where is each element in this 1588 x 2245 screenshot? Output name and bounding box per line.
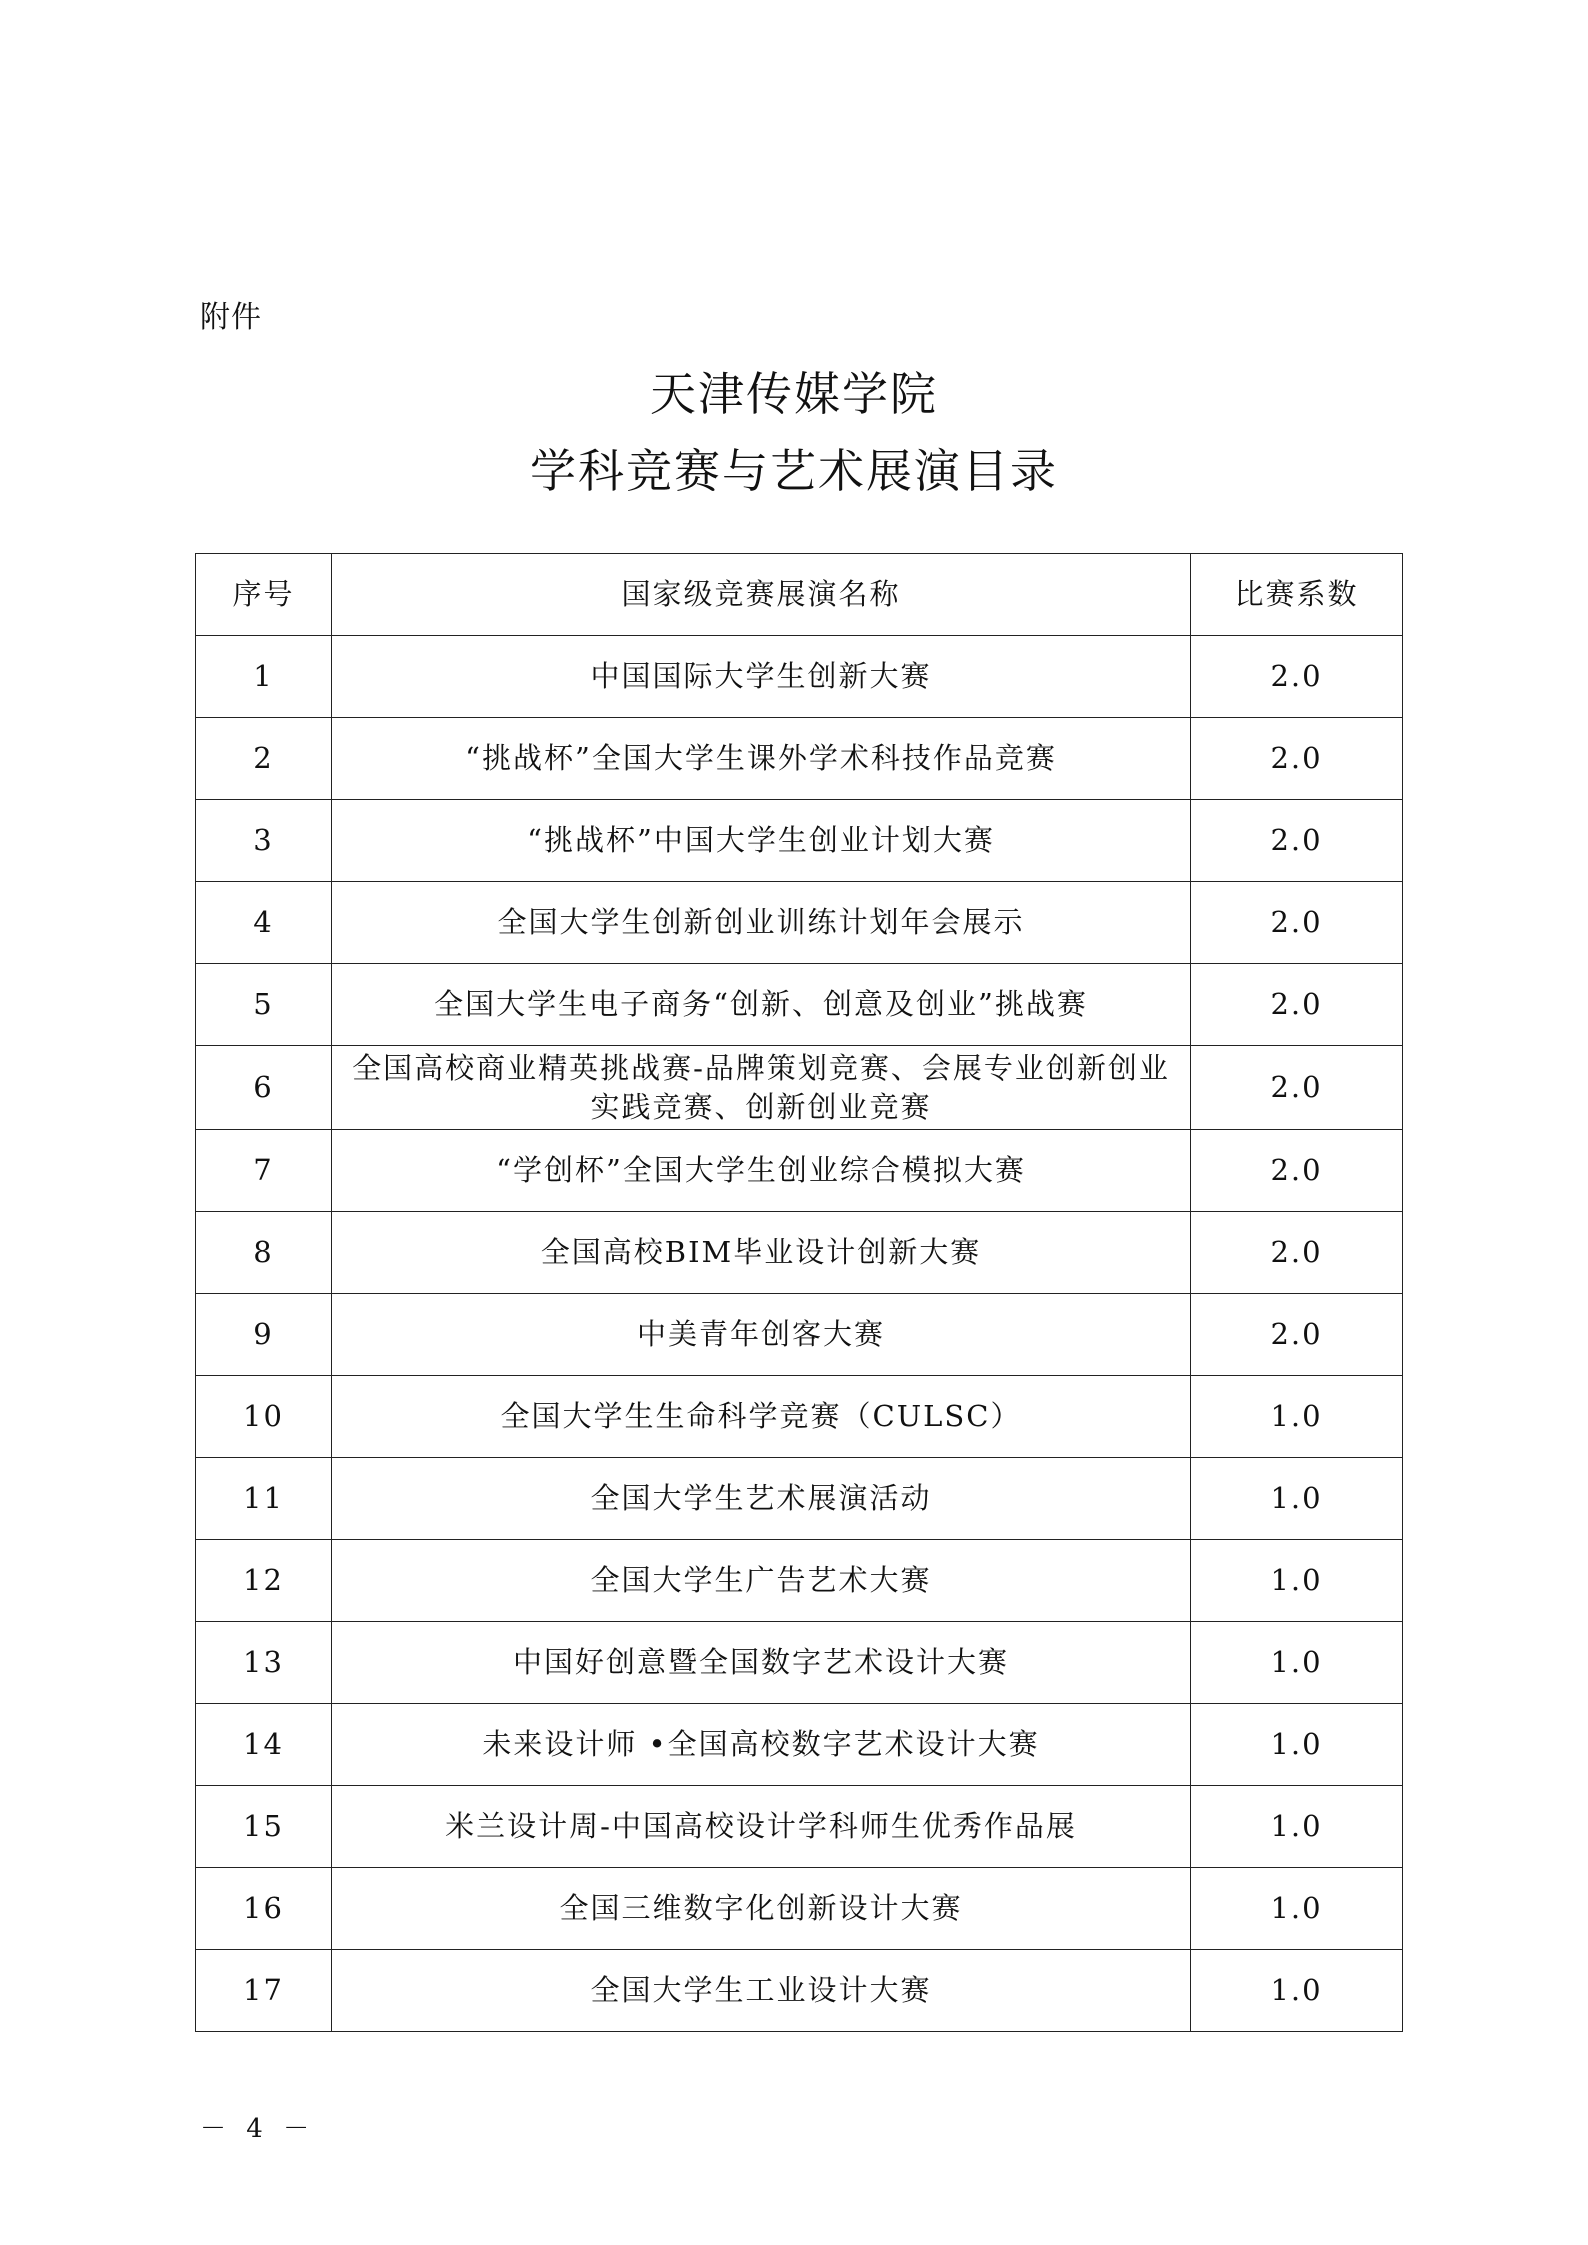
table-row bbox=[196, 1868, 1403, 1950]
table-row bbox=[196, 964, 1403, 1046]
row-number: 9 bbox=[196, 1294, 332, 1376]
row-number: 2 bbox=[196, 718, 332, 800]
table-body bbox=[196, 636, 1403, 2032]
competition-coefficient: 2.0 bbox=[1191, 882, 1403, 964]
competition-coefficient: 2.0 bbox=[1191, 636, 1403, 718]
column-header-coefficient: 比赛系数 bbox=[1191, 554, 1403, 636]
competition-name: 全国大学生生命科学竞赛（CULSC） bbox=[332, 1376, 1191, 1458]
row-number: 8 bbox=[196, 1212, 332, 1294]
competition-name: 中美青年创客大赛 bbox=[332, 1294, 1191, 1376]
row-number: 7 bbox=[196, 1130, 332, 1212]
competition-name: 未来设计师 •全国高校数字艺术设计大赛 bbox=[332, 1704, 1191, 1786]
competition-name: 全国高校商业精英挑战赛-品牌策划竞赛、会展专业创新创业实践竞赛、创新创业竞赛 bbox=[332, 1046, 1191, 1130]
competition-coefficient: 1.0 bbox=[1191, 1704, 1403, 1786]
competition-coefficient: 1.0 bbox=[1191, 1950, 1403, 2032]
competition-name: 全国大学生电子商务“创新、创意及创业”挑战赛 bbox=[332, 964, 1191, 1046]
competition-name: “挑战杯”全国大学生课外学术科技作品竞赛 bbox=[332, 718, 1191, 800]
table-row bbox=[196, 1294, 1403, 1376]
competition-coefficient: 1.0 bbox=[1191, 1868, 1403, 1950]
attachment-label: 附件 bbox=[200, 300, 262, 335]
table-row bbox=[196, 1786, 1403, 1868]
row-number: 5 bbox=[196, 964, 332, 1046]
row-number: 15 bbox=[196, 1786, 332, 1868]
row-number: 12 bbox=[196, 1540, 332, 1622]
page-number: － 4 － bbox=[200, 2114, 316, 2144]
table-row bbox=[196, 882, 1403, 964]
column-header-number: 序号 bbox=[196, 554, 332, 636]
competition-name: 全国大学生创新创业训练计划年会展示 bbox=[332, 882, 1191, 964]
table-row bbox=[196, 1130, 1403, 1212]
competition-name: 全国大学生艺术展演活动 bbox=[332, 1458, 1191, 1540]
competition-name: 全国三维数字化创新设计大赛 bbox=[332, 1868, 1191, 1950]
table-row bbox=[196, 1458, 1403, 1540]
row-number: 17 bbox=[196, 1950, 332, 2032]
competition-coefficient: 2.0 bbox=[1191, 1130, 1403, 1212]
document-title-line2: 学科竞赛与艺术展演目录 bbox=[530, 444, 1058, 498]
row-number: 14 bbox=[196, 1704, 332, 1786]
competition-name: 中国好创意暨全国数字艺术设计大赛 bbox=[332, 1622, 1191, 1704]
row-number: 11 bbox=[196, 1458, 332, 1540]
competition-name: 米兰设计周-中国高校设计学科师生优秀作品展 bbox=[332, 1786, 1191, 1868]
competition-coefficient: 1.0 bbox=[1191, 1786, 1403, 1868]
competition-name: 全国大学生广告艺术大赛 bbox=[332, 1540, 1191, 1622]
table-row bbox=[196, 718, 1403, 800]
table-row bbox=[196, 636, 1403, 718]
competition-name: 全国高校BIM毕业设计创新大赛 bbox=[332, 1212, 1191, 1294]
table-row bbox=[196, 1622, 1403, 1704]
competition-coefficient: 1.0 bbox=[1191, 1458, 1403, 1540]
table-header-row bbox=[196, 554, 1403, 636]
competition-coefficient: 1.0 bbox=[1191, 1540, 1403, 1622]
table-row bbox=[196, 800, 1403, 882]
competition-coefficient: 2.0 bbox=[1191, 800, 1403, 882]
row-number: 10 bbox=[196, 1376, 332, 1458]
row-number: 13 bbox=[196, 1622, 332, 1704]
competition-coefficient: 2.0 bbox=[1191, 1212, 1403, 1294]
competition-coefficient: 2.0 bbox=[1191, 1294, 1403, 1376]
table-row bbox=[196, 1540, 1403, 1622]
competition-coefficient: 2.0 bbox=[1191, 718, 1403, 800]
row-number: 4 bbox=[196, 882, 332, 964]
table-row bbox=[196, 1950, 1403, 2032]
competition-name: “学创杯”全国大学生创业综合模拟大赛 bbox=[332, 1130, 1191, 1212]
competition-coefficient: 2.0 bbox=[1191, 1046, 1403, 1130]
competition-name: “挑战杯”中国大学生创业计划大赛 bbox=[332, 800, 1191, 882]
row-number: 3 bbox=[196, 800, 332, 882]
row-number: 1 bbox=[196, 636, 332, 718]
table-row bbox=[196, 1376, 1403, 1458]
competition-name: 全国大学生工业设计大赛 bbox=[332, 1950, 1191, 2032]
column-header-name: 国家级竞赛展演名称 bbox=[332, 554, 1191, 636]
table-row bbox=[196, 1704, 1403, 1786]
row-number: 6 bbox=[196, 1046, 332, 1130]
document-title-line1: 天津传媒学院 bbox=[650, 367, 938, 421]
competition-name: 中国国际大学生创新大赛 bbox=[332, 636, 1191, 718]
table-row bbox=[196, 1046, 1403, 1130]
competition-coefficient: 1.0 bbox=[1191, 1622, 1403, 1704]
row-number: 16 bbox=[196, 1868, 332, 1950]
competition-catalog-table bbox=[195, 553, 1403, 2032]
competition-coefficient: 2.0 bbox=[1191, 964, 1403, 1046]
competition-coefficient: 1.0 bbox=[1191, 1376, 1403, 1458]
table-row bbox=[196, 1212, 1403, 1294]
